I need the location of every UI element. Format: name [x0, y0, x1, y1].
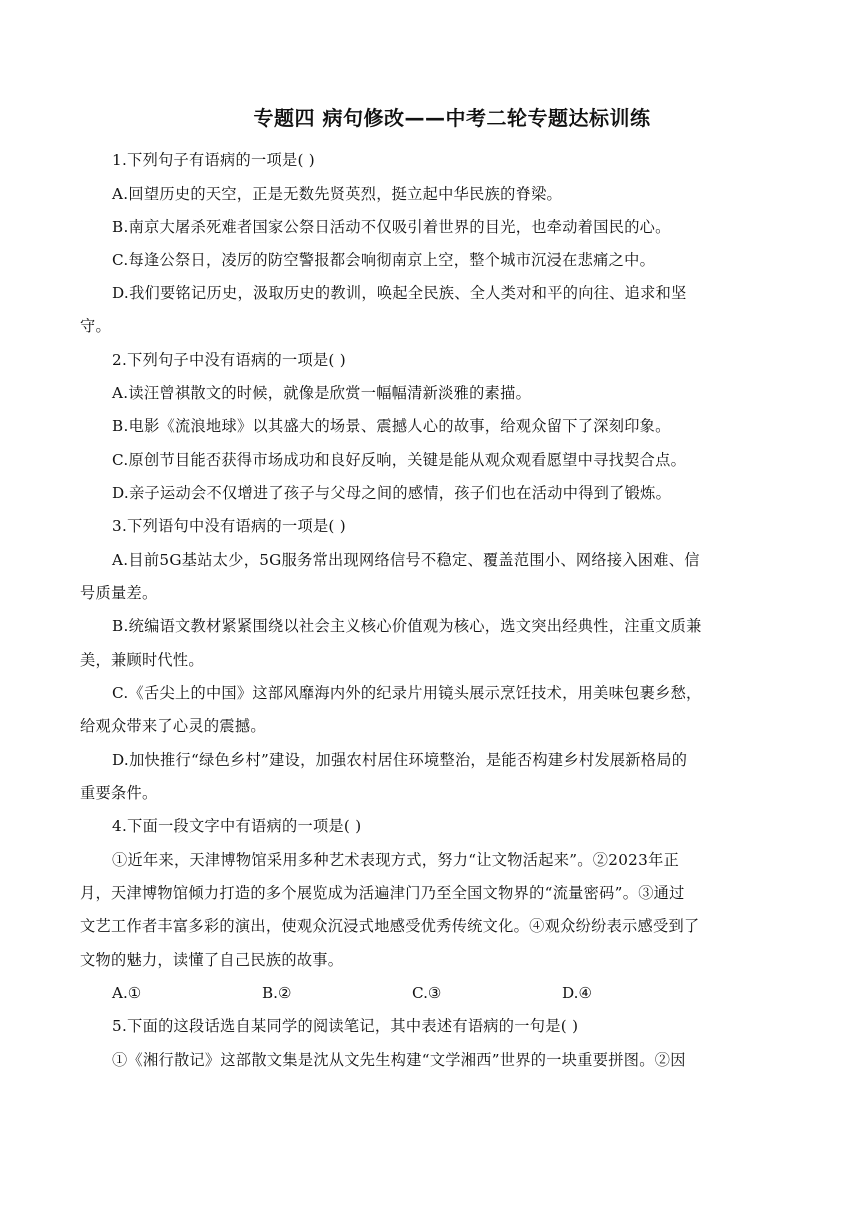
page-title: 专题四 病句修改——中考二轮专题达标训练 — [253, 106, 651, 130]
question-1-option-d: D.我们要铭记历史，汲取历史的教训，唤起全民族、全人类对和平的向往、追求和坚 — [112, 284, 687, 302]
question-4-passage-line: 文艺工作者丰富多彩的演出，使观众沉浸式地感受优秀传统文化。④观众纷纷表示感受到了 — [80, 917, 700, 935]
question-3-option-c: C.《舌尖上的中国》这部风靡海内外的纪录片用镜头展示烹饪技术，用美味包裹乡愁， — [112, 684, 702, 702]
question-3-option-c-cont: 给观众带来了心灵的震撼。 — [80, 717, 266, 735]
question-2-option-b: B.电影《流浪地球》以其盛大的场景、震撼人心的故事，给观众留下了深刻印象。 — [112, 417, 671, 435]
question-3-option-d-cont: 重要条件。 — [80, 784, 158, 802]
question-4-stem: 4.下面一段文字中有语病的一项是( ) — [112, 817, 362, 835]
question-2-stem: 2.下列句子中没有语病的一项是( ) — [112, 351, 347, 369]
question-1-option-c: C.每逢公祭日，凌厉的防空警报都会响彻南京上空，整个城市沉浸在悲痛之中。 — [112, 251, 656, 269]
question-4-option-c: C.③ — [412, 984, 442, 1002]
question-5-passage-line: ①《湘行散记》这部散文集是沈从文先生构建“文学湘西”世界的一块重要拼图。②因 — [112, 1051, 686, 1069]
question-4-option-a: A.① — [112, 984, 142, 1002]
question-4-passage-line: 文物的魅力，读懂了自己民族的故事。 — [80, 951, 344, 969]
question-4-option-d: D.④ — [562, 984, 593, 1002]
question-1-option-b: B.南京大屠杀死难者国家公祭日活动不仅吸引着世界的目光，也牵动着国民的心。 — [112, 218, 671, 236]
question-1-option-d-cont: 守。 — [80, 317, 111, 335]
question-2-option-a: A.读汪曾祺散文的时候，就像是欣赏一幅幅清新淡雅的素描。 — [112, 384, 532, 402]
question-4-option-b: B.② — [262, 984, 292, 1002]
question-3-stem: 3.下列语句中没有语病的一项是( ) — [112, 517, 347, 535]
question-1-option-a: A.回望历史的天空，正是无数先贤英烈，挺立起中华民族的脊梁。 — [112, 185, 563, 203]
question-4-passage-line: 月，天津博物馆倾力打造的多个展览成为活遍津门乃至全国文物界的“流量密码”。③通过 — [80, 884, 685, 902]
question-1-stem: 1.下列句子有语病的一项是( ) — [112, 151, 316, 169]
question-2-option-c: C.原创节目能否获得市场成功和良好反响，关键是能从观众观看愿望中寻找契合点。 — [112, 451, 687, 469]
question-3-option-a-cont: 号质量差。 — [80, 584, 158, 602]
question-3-option-a: A.目前5G基站太少，5G服务常出现网络信号不稳定、覆盖范围小、网络接入困难、信 — [112, 551, 700, 569]
question-5-stem: 5.下面的这段话选自某同学的阅读笔记，其中表述有语病的一句是( ) — [112, 1017, 579, 1035]
question-4-options — [112, 983, 712, 1003]
question-3-option-b: B.统编语文教材紧紧围绕以社会主义核心价值观为核心，选文突出经典性，注重文质兼 — [112, 617, 702, 635]
question-3-option-b-cont: 美，兼顾时代性。 — [80, 651, 204, 669]
question-3-option-d: D.加快推行“绿色乡村”建设，加强农村居住环境整治，是能否构建乡村发展新格局的 — [112, 751, 688, 769]
question-2-option-d: D.亲子运动会不仅增进了孩子与父母之间的感情，孩子们也在活动中得到了锻炼。 — [112, 484, 672, 502]
question-4-passage-line: ①近年来，天津博物馆采用多种艺术表现方式，努力“让文物活起来”。②2023年正 — [112, 851, 680, 869]
